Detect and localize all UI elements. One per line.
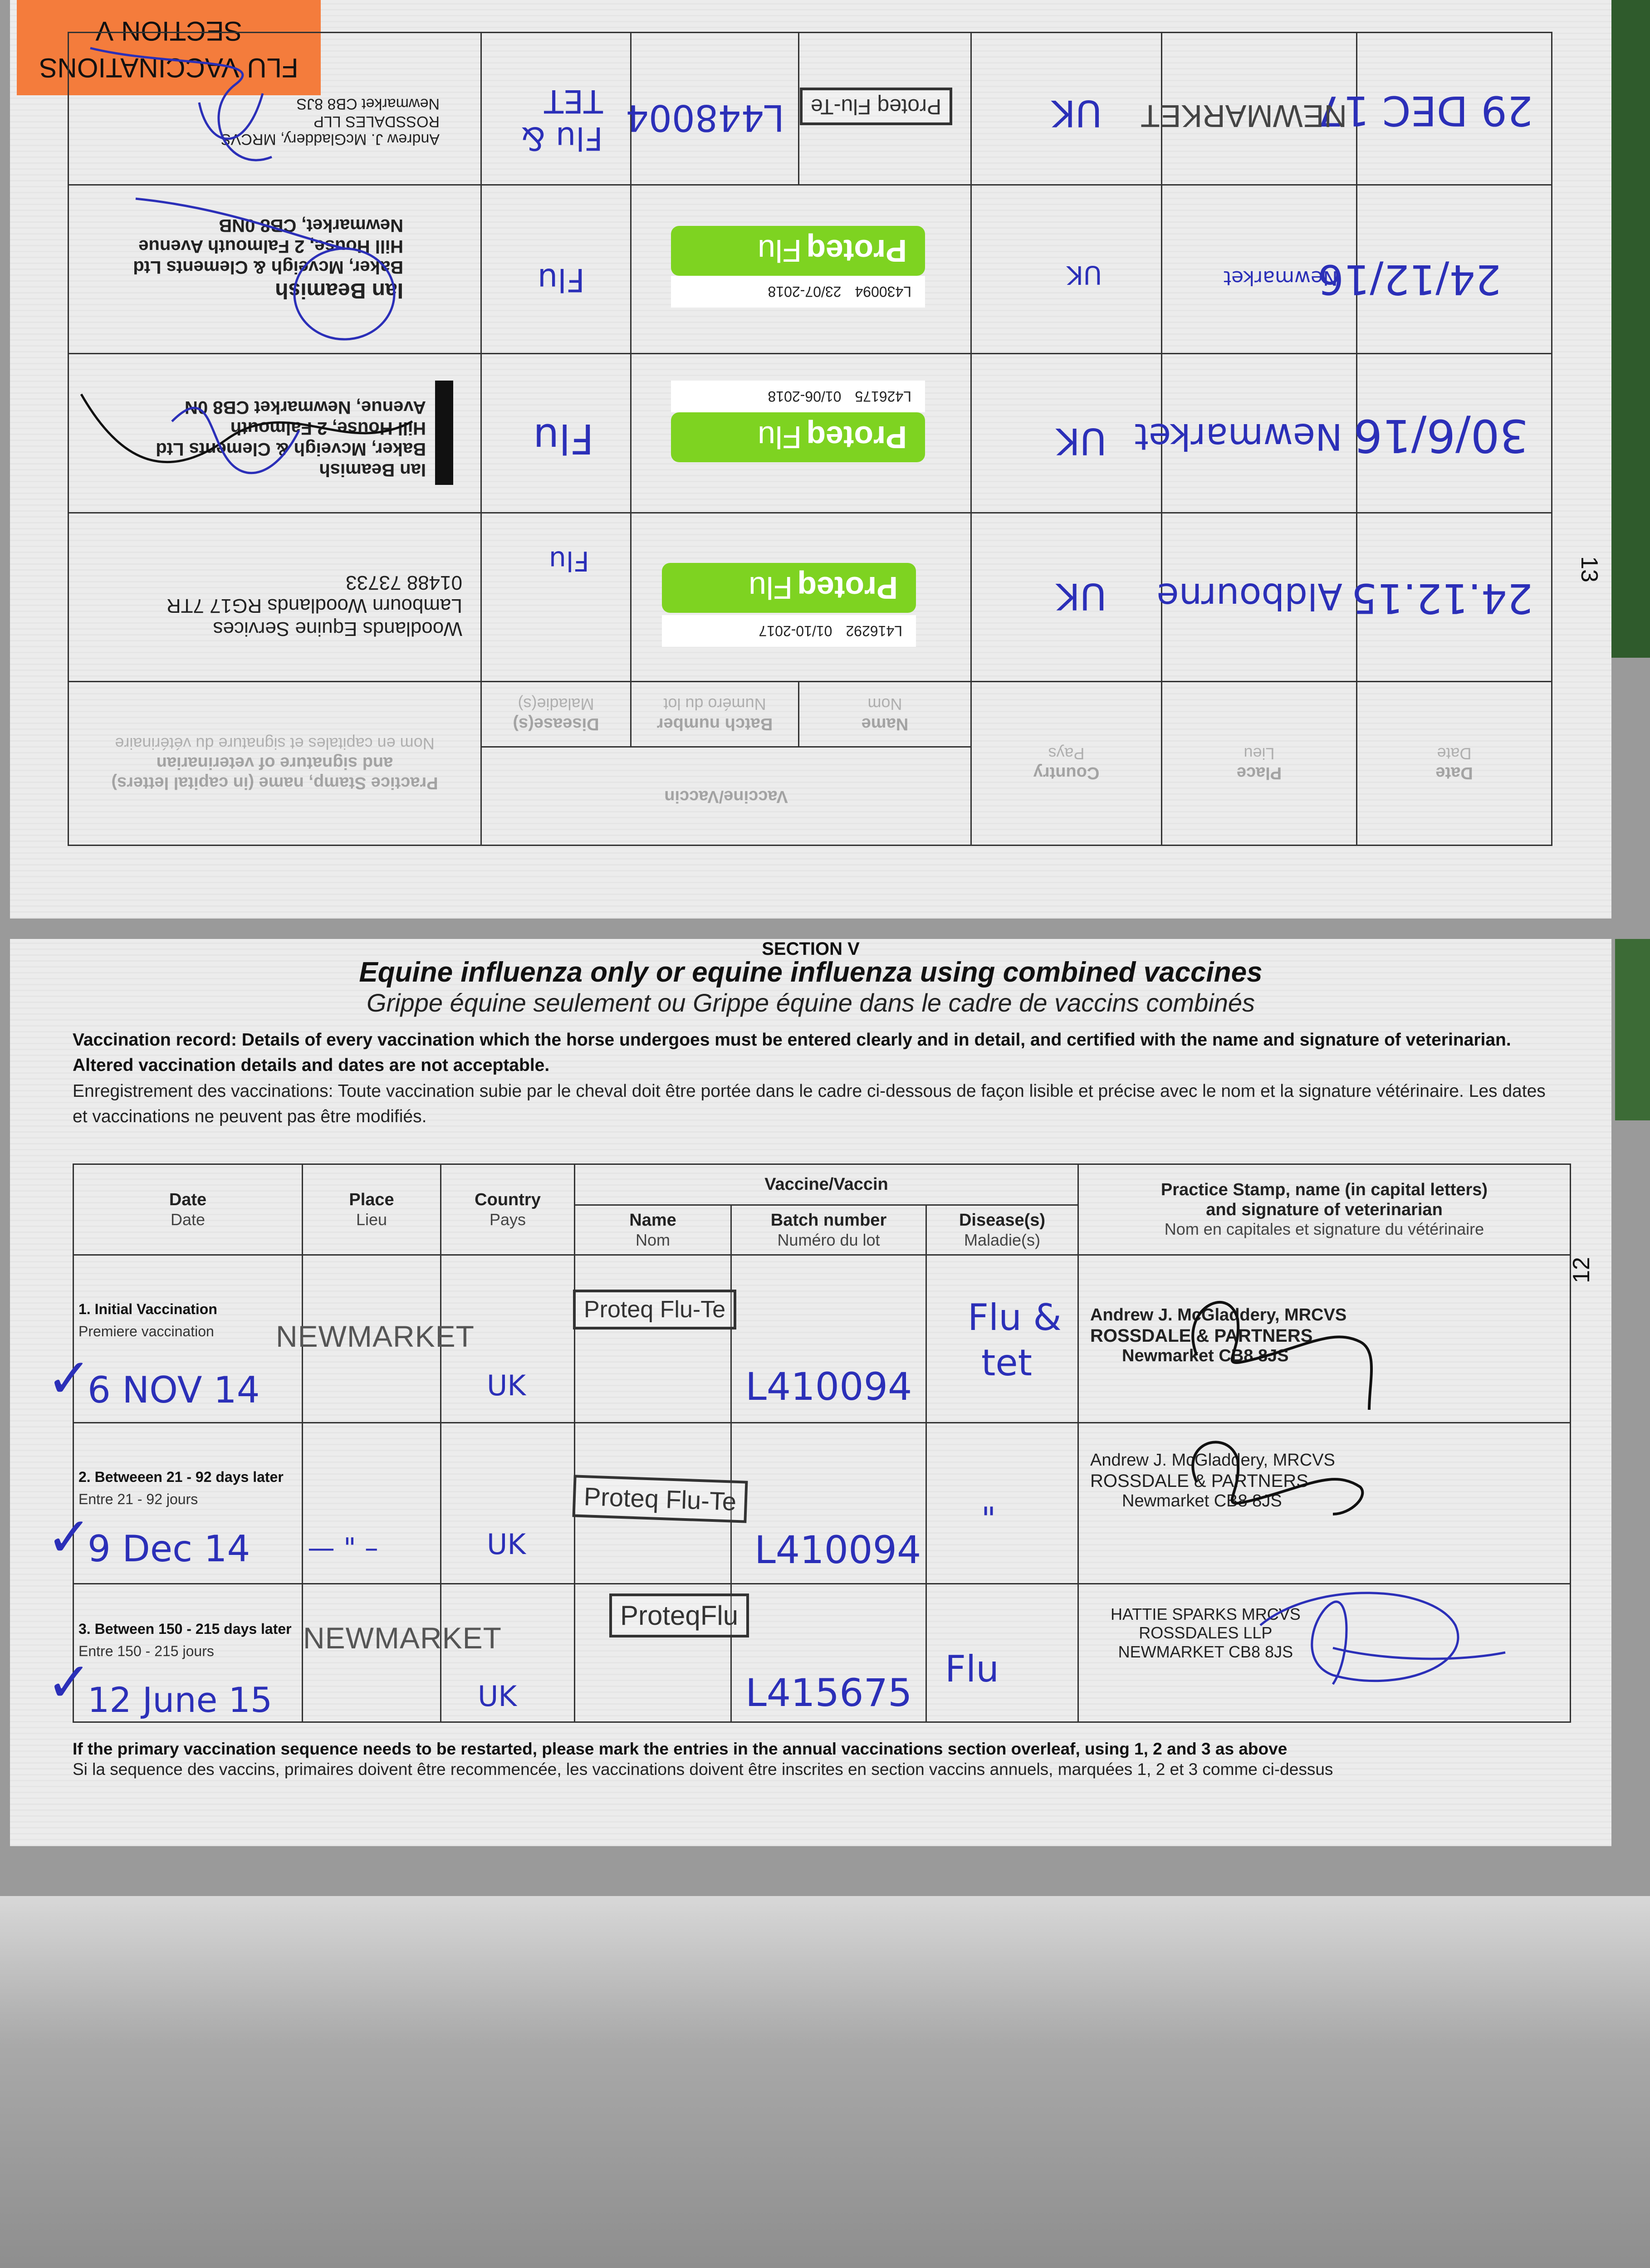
date-value: 30/6/16 [1353, 409, 1528, 462]
header-practice: Practice Stamp, name (in capital letters) and signature of veterinarian Nom en capitales et signature du vétérinaire [1078, 1164, 1571, 1255]
country-value: UK [1067, 259, 1102, 289]
place-cell [276, 1255, 475, 1423]
country-cell [971, 33, 1162, 185]
lot-label [671, 276, 925, 308]
header-row [73, 1164, 1571, 1205]
header-disease: Disease(s) Maladie(s) [481, 681, 631, 747]
flu-vaccinations-table [68, 32, 1552, 846]
country-cell [971, 185, 1162, 353]
page-13-content [10, 0, 1611, 919]
stamp-line: Newmarket CB8 8JS [1122, 1491, 1282, 1510]
place-value: — " – [308, 1532, 378, 1564]
vaccine-name-stamp: Proteq Flu-Te [573, 1290, 736, 1330]
stamp-line: Newmarket, CB8 0NB [219, 215, 403, 236]
disease-value: Flu [533, 414, 594, 462]
country-value: UK [1051, 92, 1102, 134]
disease-cell [481, 185, 631, 353]
batch-cell [731, 1584, 926, 1722]
place-cell [1141, 33, 1357, 185]
scanner-background [0, 1896, 1650, 2268]
date-cell [1351, 513, 1552, 681]
proteqflu-sticker [662, 563, 916, 613]
disease-value: Flu [548, 544, 589, 577]
page-13-upside-down [10, 0, 1611, 919]
stamp-line: Hill House, 2 Falmouth Avenue [138, 236, 403, 257]
practice-cell [1078, 1584, 1571, 1722]
sticker-brand: Proteq [806, 233, 907, 269]
header-practice: Practice Stamp, name (in capital letters) and signature of veterinarian Nom en capitales et signature du vétérinaire [69, 681, 481, 845]
check-mark-icon: ✓ [46, 1651, 92, 1714]
lot-expiry: 23/07-2018 [768, 284, 842, 300]
header-country: Country Pays [971, 681, 1162, 845]
date-value: 6 NOV 14 [88, 1369, 260, 1411]
vaccine-sticker-cell [631, 353, 971, 513]
stamp-line: Andrew J. McGladdery, MRCVS [1090, 1305, 1347, 1325]
header-batch: Batch number Numéro du lot [631, 681, 799, 747]
table-row [73, 1423, 1571, 1584]
header-date: Date Date [1357, 681, 1552, 845]
stamp-line: Lambourn Woodlands RG17 7TR [166, 594, 462, 617]
disease-value: " [981, 1501, 996, 1538]
lot-number: L430094 [855, 284, 911, 300]
stamp-line: Baker, Mcveigh & Clements Ltd [156, 439, 426, 459]
sticker-flu: Flu [758, 419, 802, 455]
date-cell [1317, 185, 1552, 353]
header-disease: Disease(s) Maladie(s) [926, 1205, 1078, 1255]
sticker-flu: Flu [749, 570, 793, 606]
country-value: UK [487, 1369, 526, 1402]
footer-en: If the primary vaccination sequence needs to be restarted, please mark the entries in the annual vaccinations section overleaf, using 1, 2 and 3 as above [73, 1740, 1288, 1758]
name-cell [575, 1584, 739, 1722]
stamp-line: HATTIE SPARKS MRCVS [1111, 1605, 1301, 1623]
stamp-line: Newmarket CB8 8JS [296, 95, 440, 112]
row-label [78, 1621, 292, 1660]
primary-vaccination-table [73, 1163, 1571, 1723]
country-cell [441, 1423, 575, 1584]
stamp-line: Avenue, Newmarket CB8 0N [184, 397, 426, 417]
batch-value: L410094 [754, 1528, 921, 1572]
date-value: 29 DEC 17 [1317, 86, 1533, 134]
header-place: Place Lieu [1162, 681, 1357, 845]
stamp-line: NEWMARKET CB8 8JS [1118, 1642, 1293, 1661]
check-mark-icon: ✓ [46, 1347, 92, 1410]
vaccine-name-stamp: Proteq Flu-Te [572, 1475, 748, 1523]
disease-cell [481, 33, 631, 185]
intro-en: Vaccination record: Details of every vaccination which the horse undergoes must be entered clearly and in detail, and certified with the name and signature of veterinarian. Altered vaccination details and dates are not acceptable. [73, 1030, 1511, 1075]
place-cell [1156, 513, 1357, 681]
signature [68, 37, 480, 184]
intro-fr: Enregistrement des vaccinations: Toute vaccination subie par le cheval doit être portée dans le cadre ci-dessous de façon lisible et précise avec le nom et la signature vétérinaire. Les dates et vaccinations ne peuvent pas être modifiés. [73, 1081, 1546, 1126]
disease-value: Flu [537, 261, 585, 298]
vaccine-name-stamp: ProteqFlu [609, 1593, 749, 1637]
header-vaccine: Vaccine/Vaccin [575, 1164, 1078, 1205]
lot-label [662, 615, 916, 647]
stamp-line: Ian Beamish [275, 278, 403, 303]
date-value: 24.12.15 [1351, 574, 1533, 622]
row-label-en: 3. Between 150 - 215 days later [78, 1621, 292, 1637]
table-row [69, 513, 1552, 681]
header-date: Date Date [73, 1164, 303, 1255]
section-tab-subtitle: SECTION V [95, 16, 242, 46]
stamp-line: 01488 73733 [346, 572, 462, 594]
practice-cell [69, 185, 481, 353]
place-value: NEWMARKET [276, 1320, 475, 1353]
country-cell [971, 513, 1162, 681]
lot-expiry: 01/06-2018 [768, 388, 842, 405]
name-cell [799, 33, 971, 185]
header-country: Country Pays [441, 1164, 575, 1255]
date-cell [1353, 353, 1552, 513]
section-tab-title: FLU VACCINATIONS [39, 53, 299, 83]
signature [1079, 1256, 1571, 1423]
vaccine-sticker-cell [631, 185, 971, 353]
stamp-line: Andrew J. McGladdery, MRCVS [220, 130, 440, 148]
disease-cell [481, 513, 631, 681]
header-row [69, 747, 1552, 846]
page-number: 13 [1576, 556, 1603, 582]
header-place: Place Lieu [303, 1164, 441, 1255]
place-value: Newmarket [1223, 266, 1338, 289]
date-value: 9 Dec 14 [88, 1528, 250, 1570]
table-row [69, 353, 1552, 513]
lot-number: L416292 [846, 623, 902, 640]
passport-cover-edge [1611, 0, 1650, 658]
disease-cell [481, 353, 631, 513]
vaccine-name-stamp: Proteq Flu-Te [800, 88, 952, 125]
table-row [69, 33, 1552, 185]
stamp-line: ROSSDALES LLP [313, 112, 440, 130]
stamp-line: Andrew J. McGladdery, MRCVS [1090, 1451, 1335, 1470]
signature [1079, 1423, 1571, 1584]
place-cell [1162, 185, 1357, 353]
stamp-line: Ian Beamish [319, 459, 426, 480]
disease-value: Flu & TET [521, 82, 603, 157]
place-value: Aldbourne [1156, 575, 1342, 617]
stamp-line: ROSSDALES LLP [1139, 1623, 1273, 1642]
country-value: UK [1056, 575, 1107, 617]
batch-cell [731, 1423, 926, 1584]
page-title: Equine influenza only or equine influenza using combined vaccines [359, 957, 1263, 988]
check-mark-icon: ✓ [46, 1506, 92, 1569]
disease-cell [926, 1584, 1078, 1722]
date-cell [1317, 33, 1552, 185]
header-name: Name Nom [575, 1205, 731, 1255]
stamp-line: Newmarket CB8 8JS [1122, 1346, 1289, 1365]
stamp-line: ROSSDALE & PARTNERS [1090, 1471, 1308, 1491]
page-subtitle-fr: Grippe équine seulement ou Grippe équine dans le cadre de vaccins combinés [366, 988, 1255, 1017]
stamp-line: Baker, Mcveigh & Clements Ltd [133, 257, 403, 278]
signature [1079, 1584, 1571, 1723]
date-cell [73, 1255, 303, 1423]
practice-cell [69, 353, 481, 513]
row-label-fr: Premiere vaccination [78, 1323, 214, 1339]
date-cell [73, 1584, 303, 1722]
page-number: 12 [1568, 1257, 1595, 1283]
row-label-en: 1. Initial Vaccination [78, 1301, 217, 1317]
stamp-line: Woodlands Equine Services [213, 617, 462, 640]
row-label-en: 2. Betweeen 21 - 92 days later [78, 1469, 284, 1485]
disease-cell [926, 1423, 1078, 1584]
row-label-fr: Entre 21 - 92 jours [78, 1491, 198, 1507]
batch-cell [731, 1255, 926, 1423]
place-value: NEWMARKET [303, 1621, 502, 1655]
table-row [69, 185, 1552, 353]
header-name: Name Nom [799, 681, 971, 747]
place-cell [1134, 353, 1357, 513]
place-cell [303, 1423, 441, 1584]
lot-number: L426175 [855, 388, 911, 405]
country-value: UK [1056, 420, 1107, 462]
batch-cell [626, 33, 799, 185]
page-12 [10, 939, 1611, 1846]
table-row [73, 1584, 1571, 1722]
disease-value: Flu [945, 1648, 999, 1690]
footer-fr: Si la sequence des vaccins, primaires doivent être recommencée, les vaccinations doivent être inscrites en section vaccins annuels, marquées 1, 2 et 3 comme ci-dessus [73, 1760, 1333, 1779]
practice-cell [69, 33, 481, 185]
disease-cell [926, 1255, 1078, 1423]
sticker-brand: Proteq [806, 419, 907, 455]
signature [68, 358, 480, 512]
header-batch: Batch number Numéro du lot [731, 1205, 926, 1255]
batch-value: L415675 [745, 1671, 912, 1715]
lot-expiry: 01/10-2017 [759, 623, 832, 640]
passport-cover-edge-lower [1615, 939, 1650, 1120]
header-vaccine: Vaccine/Vaccin [481, 747, 971, 846]
country-value: UK [487, 1528, 526, 1561]
vet-stamp [166, 571, 462, 640]
disease-value-2: tet [981, 1342, 1032, 1384]
country-value: UK [478, 1680, 517, 1713]
batch-value: L448004 [626, 96, 784, 139]
practice-cell [69, 513, 481, 681]
name-cell [575, 1255, 731, 1423]
date-value: 12 June 15 [88, 1680, 273, 1720]
proteqflu-sticker [671, 226, 925, 276]
practice-cell [1078, 1255, 1571, 1423]
name-cell [575, 1423, 737, 1584]
place-value: Newmarket [1134, 415, 1342, 458]
country-cell [441, 1584, 575, 1722]
disease-value: Flu & [968, 1296, 1062, 1339]
section-label: SECTION V [762, 939, 860, 959]
lot-label [671, 381, 925, 412]
vaccine-sticker-cell [631, 513, 971, 681]
stamp-line: ROSSDALE & PARTNERS [1090, 1325, 1313, 1346]
row-label-fr: Entre 150 - 215 jours [78, 1643, 214, 1659]
signature [68, 190, 480, 353]
practice-cell [1078, 1423, 1571, 1584]
place-value: NEWMARKET [1141, 98, 1347, 134]
sticker-flu: Flu [758, 233, 802, 269]
row-label [78, 1469, 284, 1508]
batch-value: L410094 [745, 1364, 912, 1409]
date-value: 24/12/16 [1317, 255, 1501, 303]
sticker-brand: Proteq [797, 570, 898, 606]
country-cell [971, 353, 1162, 513]
row-label [78, 1301, 217, 1340]
table-row [73, 1255, 1571, 1423]
date-cell [73, 1423, 303, 1584]
country-cell [441, 1255, 575, 1423]
proteqflu-sticker [671, 412, 925, 462]
stamp-line: Hill House, 2 Falmouth [230, 418, 426, 438]
